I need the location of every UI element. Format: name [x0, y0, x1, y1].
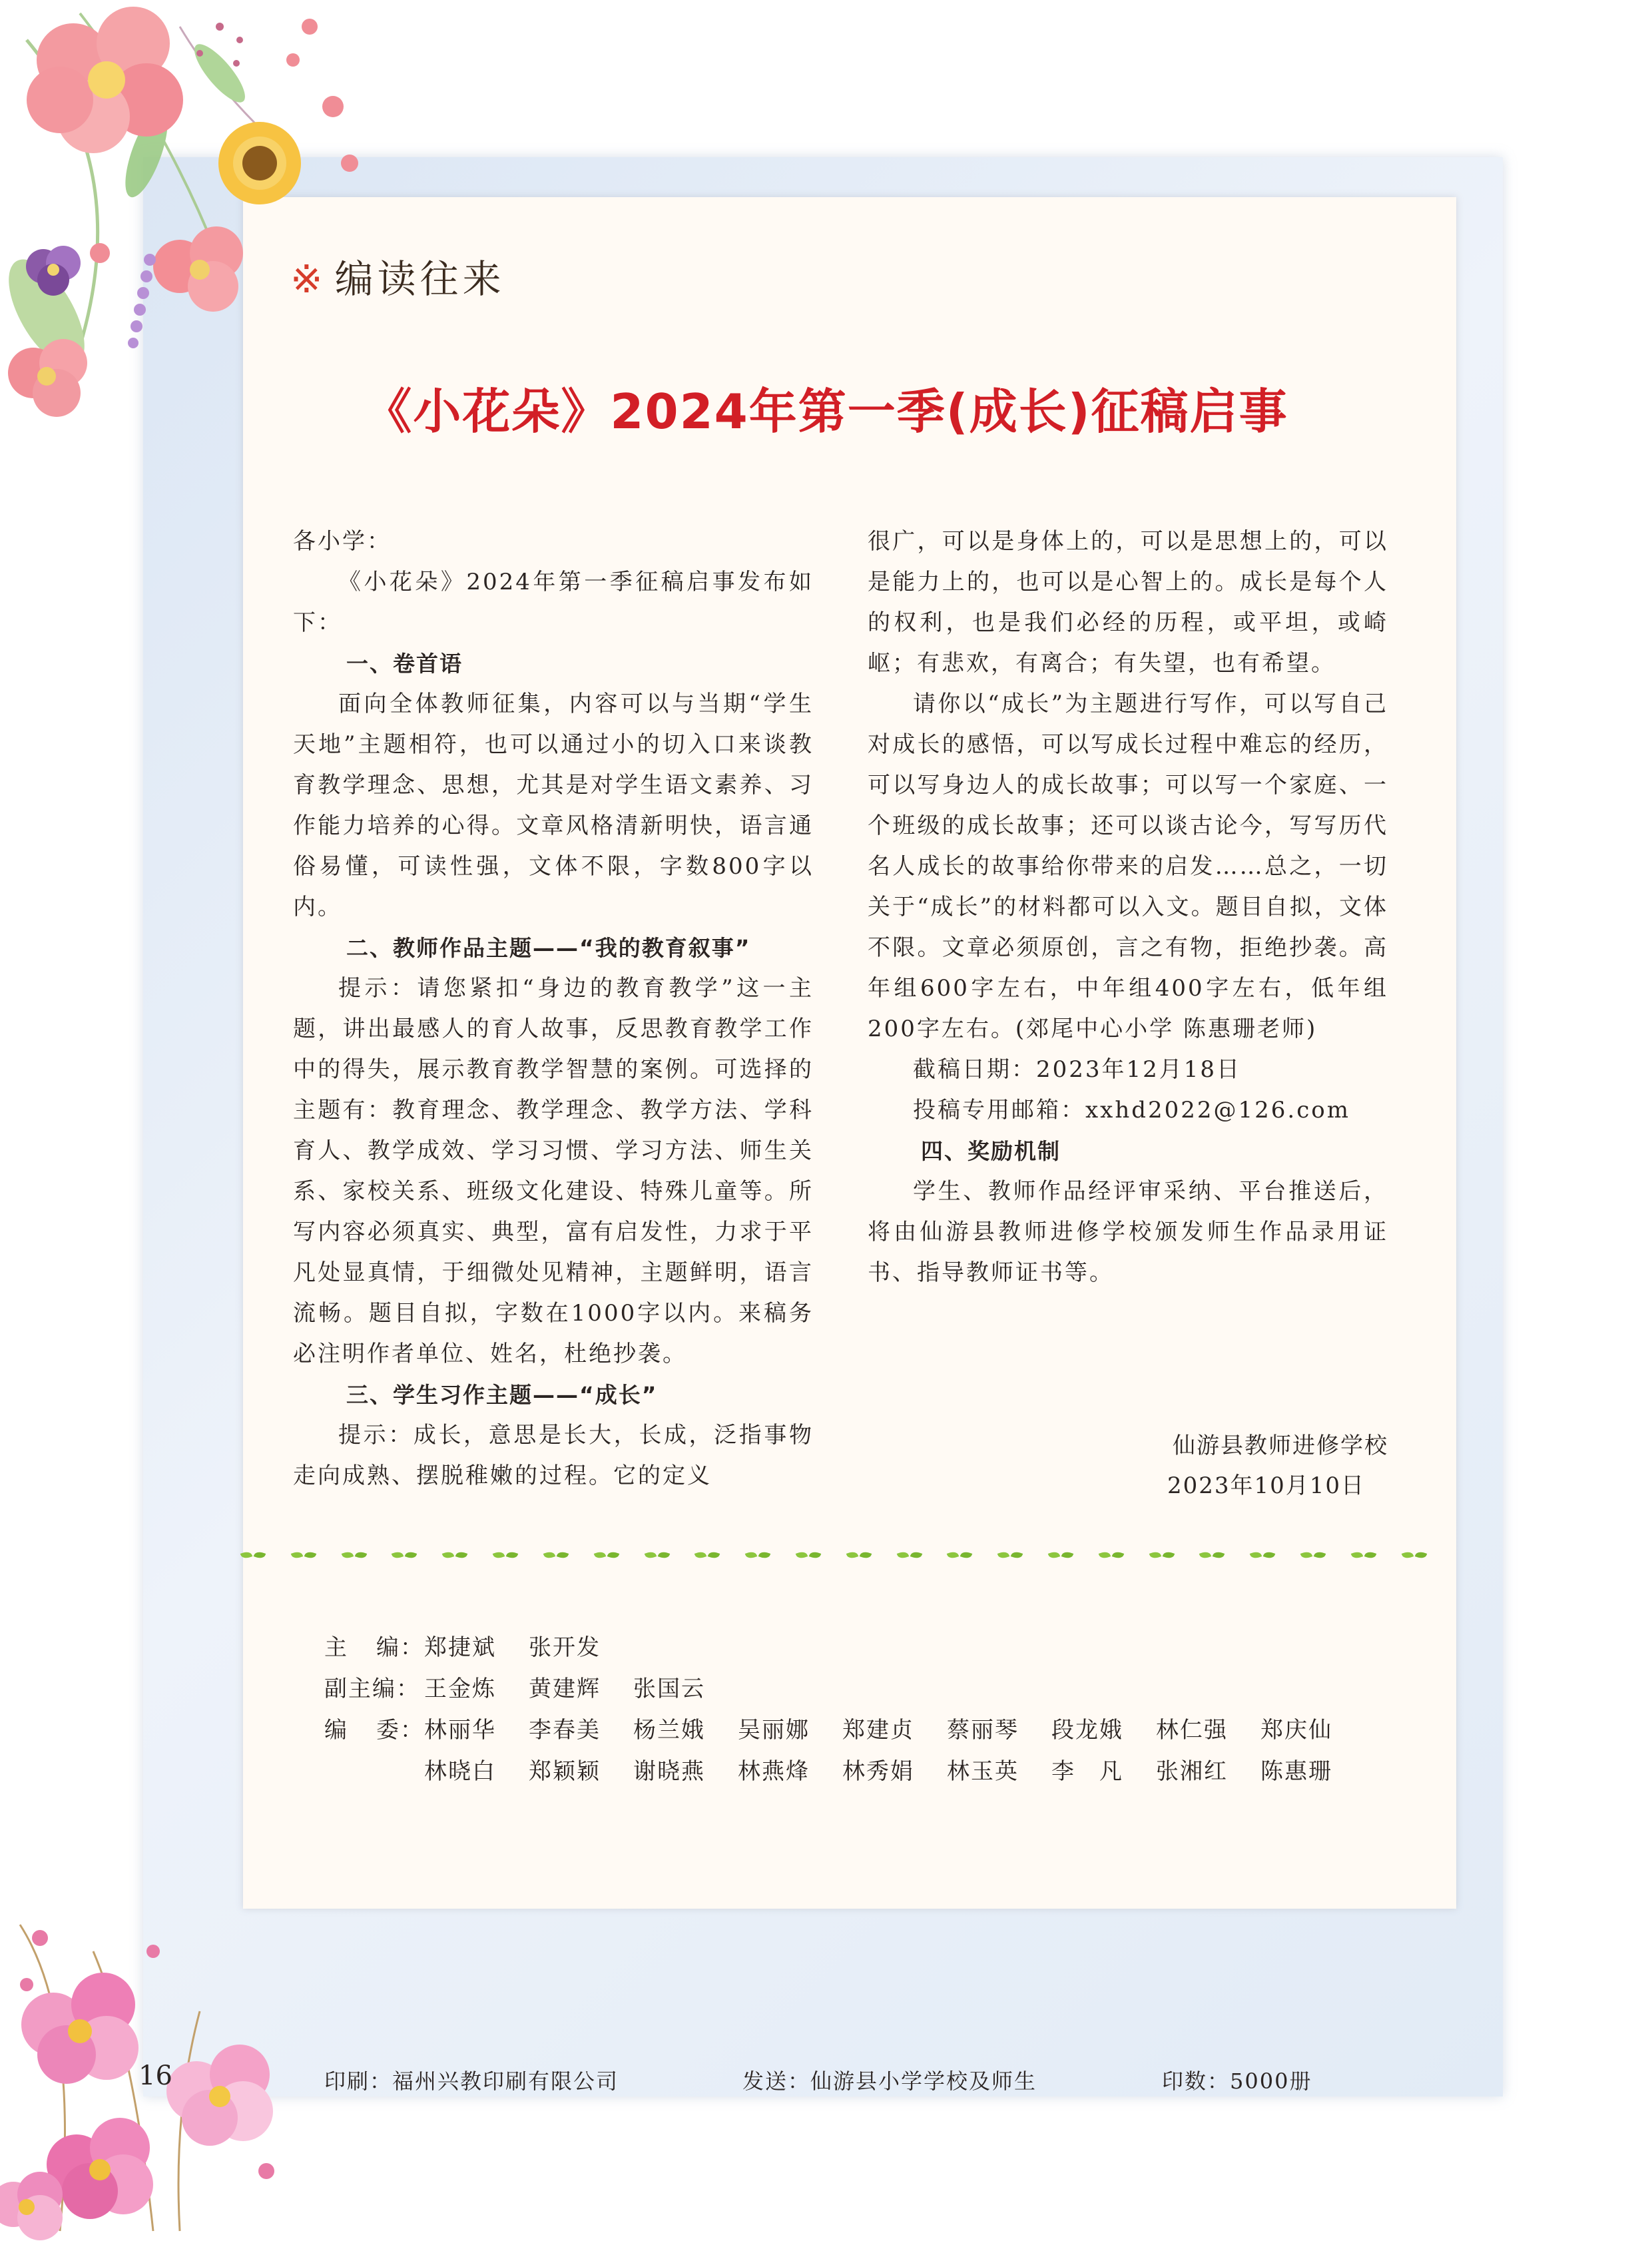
leaf-icon	[1250, 1552, 1274, 1558]
leaf-icon	[493, 1552, 517, 1558]
board-row	[324, 1710, 1423, 1792]
board-member-name: 林晓白	[424, 1758, 496, 1785]
board-member-name: 杨兰娥	[633, 1717, 705, 1744]
chief-editor-label: 主 编：	[324, 1634, 424, 1661]
board-member-name: 林秀娟	[842, 1758, 914, 1785]
editorial-credits	[324, 1627, 1423, 1792]
leaf-icon	[1200, 1552, 1224, 1558]
leaf-icon	[796, 1552, 820, 1558]
page-title: 《小花朵》2024年第一季(成长)征稿启事	[364, 384, 1288, 440]
section-heading-2: 二、教师作品主题——“我的教育叙事”	[346, 935, 751, 961]
board-label: 编 委：	[324, 1717, 424, 1744]
paragraph-4: 请你以“成长”为主题进行写作，可以写自己对成长的感悟，可以写成长过程中难忘的经历，可以写身边人的成长故事；可以写一个家庭、一个班级的成长故事；还可以谈古论今，写写历代名人成长的故事给你带来的启发……总之，一切关于“成长”的材料都可以入文。题目自拟，文体不限。文章必须原创，言之有物，拒绝抄袭。高年组600字左右，中年组400字左右，低年组200字左右。(郊尾中心小学 陈惠珊老师)	[868, 691, 1388, 1042]
paragraph-1: 面向全体教师征集，内容可以与当期“学生天地”主题相符，也可以通过小的切入口来谈教育教学理念、思想，尤其是对学生语文素养、习作能力培养的心得。文章风格清新明快，语言通俗易懂，可读性强，文体不限，字数800字以内。	[293, 691, 814, 920]
section-tag	[290, 248, 505, 304]
section-heading-3: 三、学生习作主题——“成长”	[346, 1382, 658, 1408]
board-member-name: 李 凡	[1051, 1758, 1123, 1785]
deputy-editor-label: 副主编：	[324, 1676, 420, 1702]
page-number: 16	[138, 2061, 172, 2091]
board-member-name: 蔡丽琴	[947, 1717, 1019, 1744]
paragraph-2: 提示：请您紧扣“身边的教育教学”这一主题，讲出最感人的育人故事，反思教育教学工作中的得失，展示教育教学智慧的案例。可选择的主题有：教育理念、教学理念、教学方法、学科育人、教学成效、学习习惯、学习方法、师生关系、家校关系、班级文化建设、特殊儿童等。所写内容必须真实、典型，富有启发性，力求于平凡处显真情，于细微处见精神，主题鲜明，语言流畅。题目自拟，字数在1000字以内。来稿务必注明作者单位、姓名，杜绝抄袭。	[293, 975, 814, 1367]
leaf-icon	[645, 1552, 669, 1558]
leaf-icon	[898, 1552, 922, 1558]
board-member-name: 林仁强	[1156, 1717, 1228, 1744]
salutation: 各小学：	[293, 528, 392, 555]
leaf-icon	[847, 1552, 871, 1558]
leaf-icon	[1352, 1552, 1376, 1558]
footer-print-run: 印数：5000册	[1162, 2069, 1312, 2094]
editor-name: 黄建辉	[529, 1676, 601, 1702]
deadline: 截稿日期：2023年12月18日	[913, 1056, 1242, 1083]
article-right-column	[868, 521, 1388, 1293]
leaf-icon	[1049, 1552, 1073, 1558]
editor-name: 张开发	[529, 1634, 601, 1661]
footer-distribution: 发送：仙游县小学学校及师生	[742, 2069, 1037, 2094]
leaf-icon	[746, 1552, 770, 1558]
section-heading-4: 四、奖励机制	[921, 1138, 1061, 1164]
board-member-name: 张湘红	[1156, 1758, 1228, 1785]
board-member-name: 陈惠珊	[1260, 1758, 1332, 1785]
paragraph-3: 提示：成长，意思是长大，长成，泛指事物走向成熟、摆脱稚嫩的过程。它的定义	[293, 1422, 814, 1489]
deputy-editor-names	[424, 1668, 1423, 1710]
intro-paragraph: 《小花朵》2024年第一季征稿启事发布如下：	[293, 569, 814, 636]
leaf-divider	[241, 1545, 1426, 1565]
board-names	[424, 1710, 1423, 1792]
board-member-name: 林丽华	[424, 1717, 496, 1744]
leaf-icon	[342, 1552, 366, 1558]
signature-date: 2023年10月10日	[1167, 1472, 1365, 1499]
chief-editor-row	[324, 1627, 1423, 1668]
board-member-name: 段龙娥	[1051, 1717, 1123, 1744]
editor-name: 张国云	[633, 1676, 705, 1702]
paragraph-3-continued: 很广，可以是身体上的，可以是思想上的，可以是能力上的，也可以是心智上的。成长是每个人的权利，也是我们必经的历程，或平坦，或崎岖；有悲欢，有离合；有失望，也有希望。	[868, 528, 1388, 677]
board-member-name: 吴丽娜	[738, 1717, 810, 1744]
board-member-name: 郑庆仙	[1260, 1717, 1332, 1744]
leaf-icon	[292, 1552, 316, 1558]
paragraph-5: 学生、教师作品经评审采纳、平台推送后，将由仙游县教师进修学校颁发师生作品录用证书、指导教师证书等。	[868, 1178, 1388, 1286]
footer-printer: 印刷：福州兴教印刷有限公司	[324, 2069, 619, 2094]
leaf-icon	[998, 1552, 1022, 1558]
section-label: 编读往来	[334, 256, 505, 302]
leaf-icon	[1099, 1552, 1123, 1558]
leaf-icon	[1402, 1552, 1426, 1558]
board-member-name: 李春美	[529, 1717, 601, 1744]
article-left-column	[293, 521, 814, 1496]
floral-decoration-bottom-left	[0, 1911, 346, 2241]
section-heading-1: 一、卷首语	[346, 651, 463, 677]
cosmos-flower-icon	[0, 1911, 346, 2241]
section-mark-icon: ※	[290, 256, 327, 302]
leaf-icon	[443, 1552, 467, 1558]
board-member-name: 林燕烽	[738, 1758, 810, 1785]
leaf-icon	[948, 1552, 971, 1558]
chief-editor-names	[424, 1627, 1423, 1668]
leaf-icon	[1150, 1552, 1174, 1558]
board-member-name: 谢晓燕	[633, 1758, 705, 1785]
leaf-icon	[392, 1552, 416, 1558]
leaf-icon	[595, 1552, 619, 1558]
board-member-name: 郑颖颖	[529, 1758, 601, 1785]
leaf-icon	[1301, 1552, 1325, 1558]
leaf-icon	[695, 1552, 719, 1558]
signature-organization: 仙游县教师进修学校	[1173, 1433, 1388, 1459]
editor-name: 王金炼	[424, 1676, 496, 1702]
submission-email: 投稿专用邮箱：xxhd2022@126.com	[913, 1097, 1350, 1123]
deputy-editor-row	[324, 1668, 1423, 1710]
leaf-icon	[241, 1552, 265, 1558]
leaf-icon	[544, 1552, 568, 1558]
board-member-name: 郑建贞	[842, 1717, 914, 1744]
editor-name: 郑捷斌	[424, 1634, 496, 1661]
board-member-name: 林玉英	[947, 1758, 1019, 1785]
